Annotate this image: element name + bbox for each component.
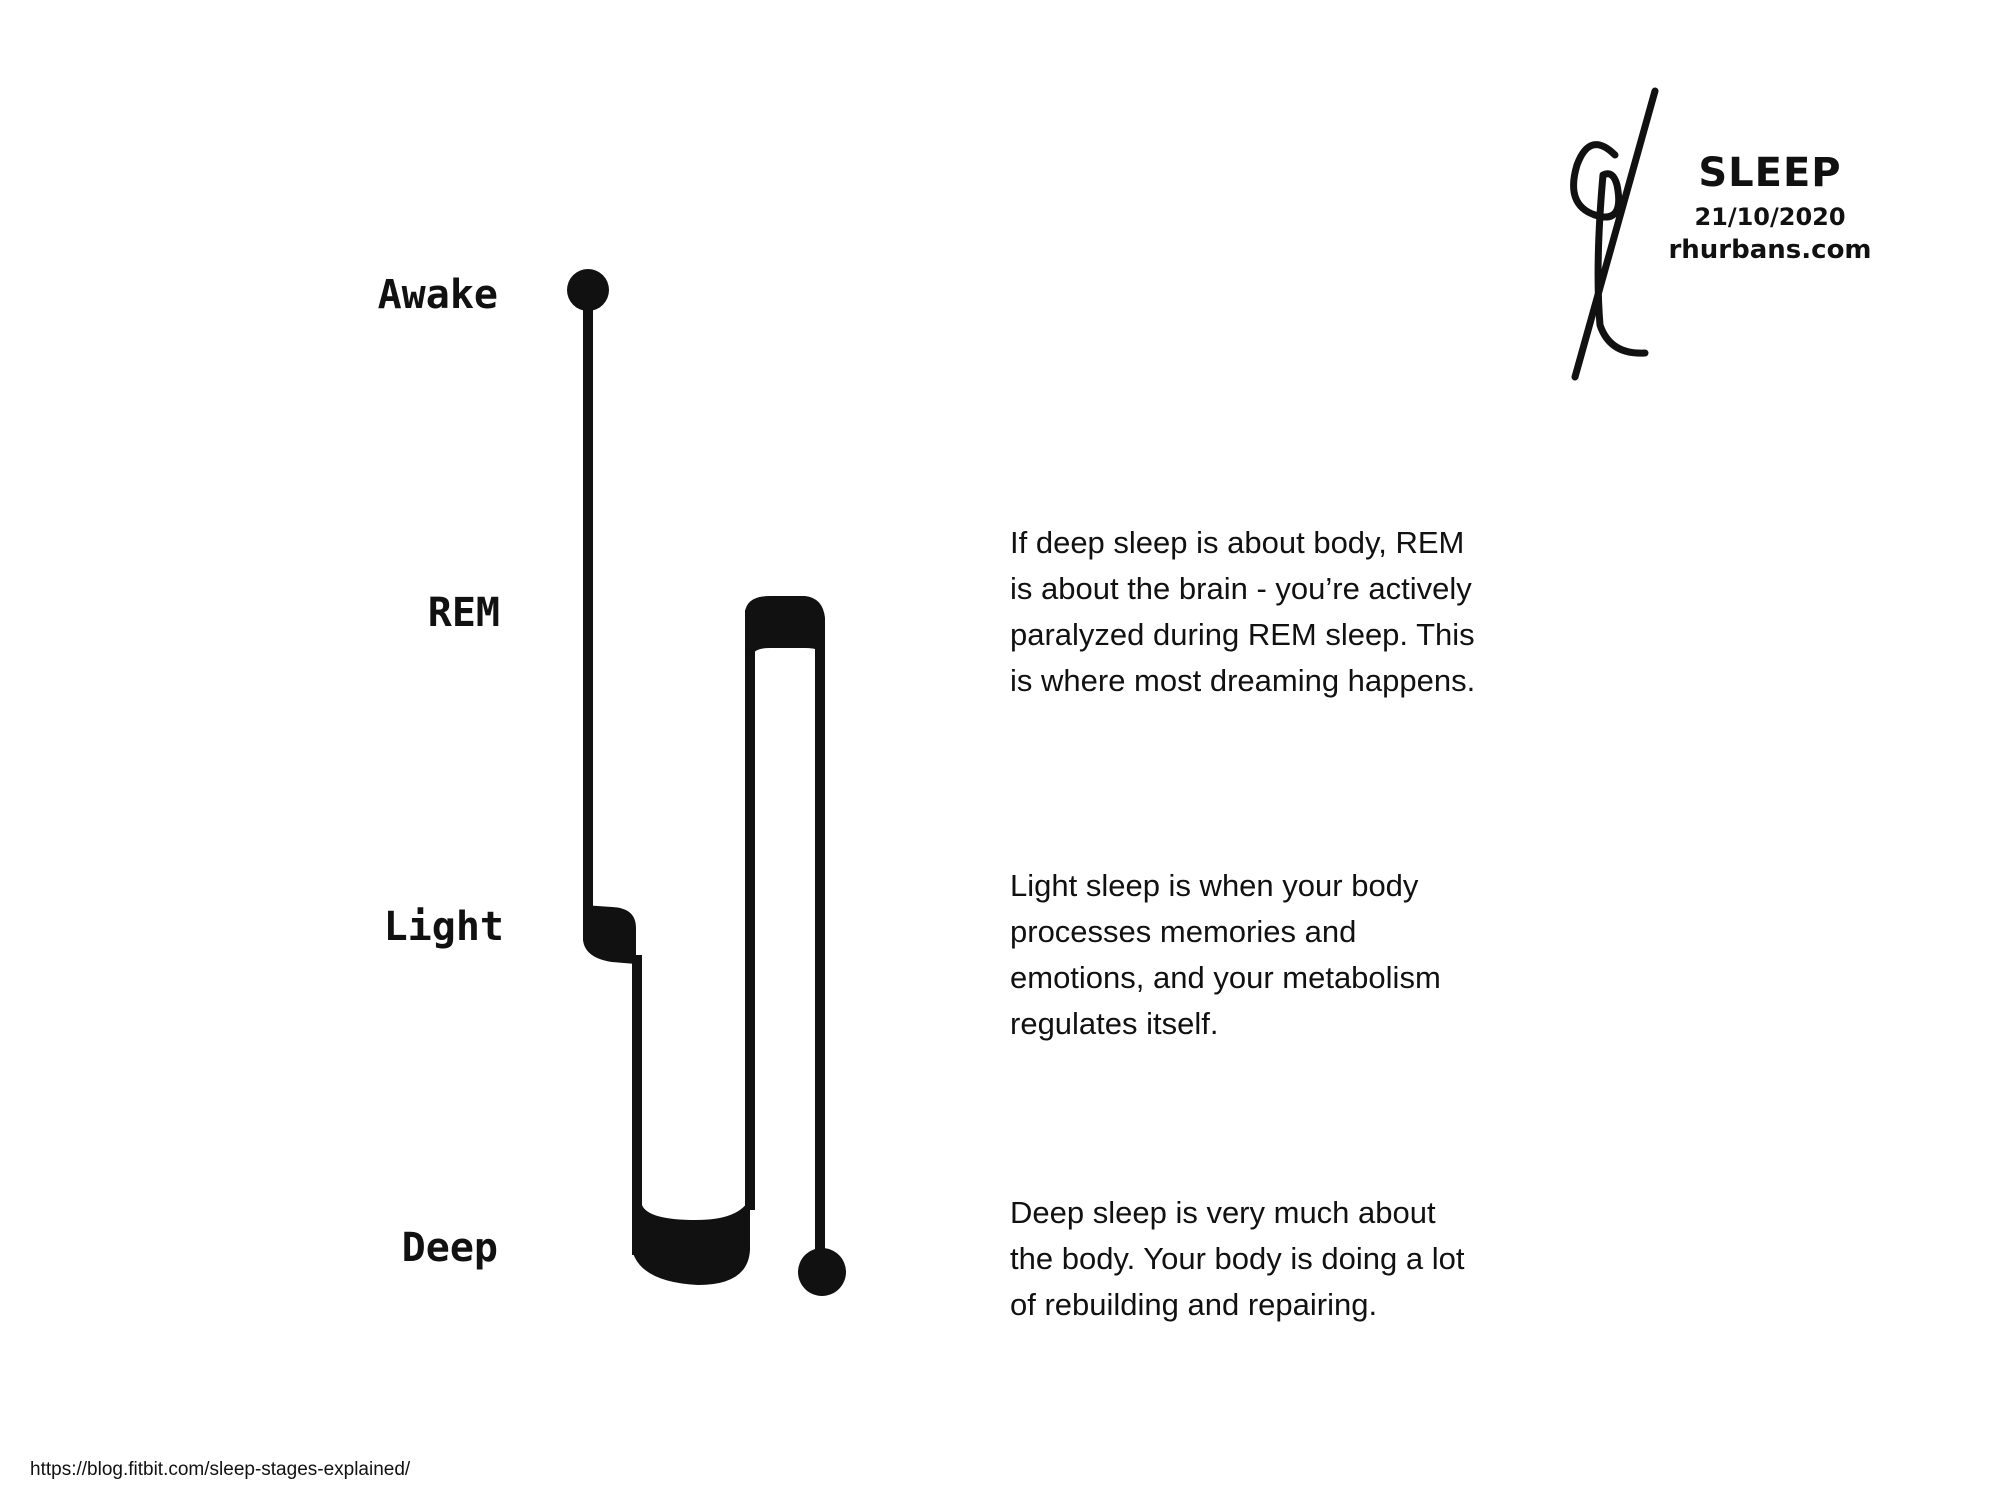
signature-site: rhurbans.com (1668, 235, 1872, 265)
curve-rem-cap (745, 596, 825, 658)
signature-monogram-icon (1555, 85, 1665, 385)
signature-date: 21/10/2020 (1694, 203, 1846, 231)
description-rem: If deep sleep is about body, REM is about the brain - you’re actively paralyzed during REM sleep. This is where most dreaming happens. (1010, 525, 1476, 698)
line-awake-to-light (583, 290, 593, 915)
curve-light-step (583, 905, 636, 964)
stage-label-awake: Awake (377, 272, 498, 318)
description-light: Light sleep is when your body processes memories and emotions, and your metabolism regulates itself. (1010, 868, 1441, 1041)
end-dot-deep (798, 1248, 846, 1296)
stage-label-deep: Deep (401, 1225, 498, 1271)
signature-title: SLEEP (1698, 150, 1842, 196)
line-rem-to-deep (815, 640, 825, 1272)
stage-label-light: Light (383, 904, 504, 950)
description-deep: Deep sleep is very much about the body. Your body is doing a lot of rebuilding and repairing. (1010, 1195, 1465, 1322)
curve-deep-trough (632, 1198, 750, 1285)
stage-label-rem: REM (427, 590, 500, 636)
line-deep-to-rem (745, 610, 755, 1210)
source-url-link[interactable]: https://blog.fitbit.com/sleep-stages-explained/ (30, 1459, 411, 1480)
